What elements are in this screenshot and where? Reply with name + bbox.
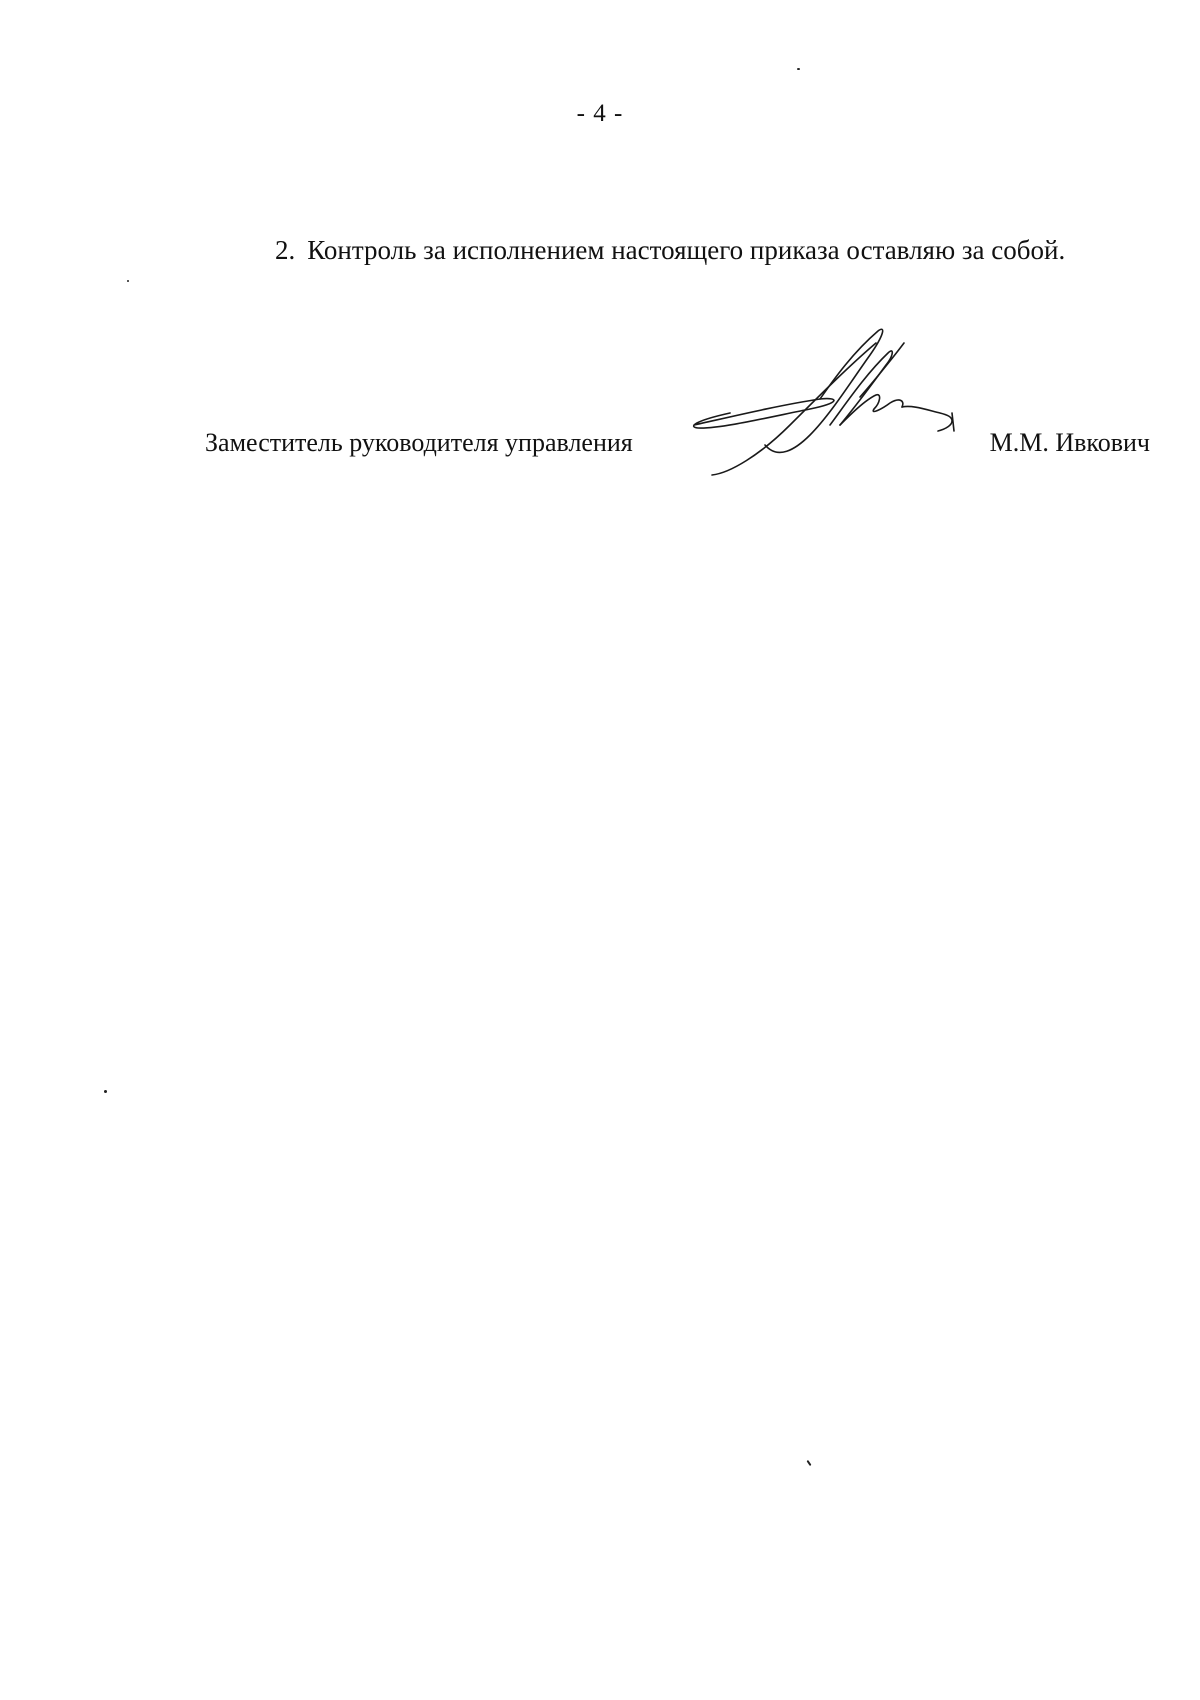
scan-speck — [797, 68, 800, 70]
clause-number: 2. — [275, 235, 296, 265]
scan-speck — [806, 1460, 811, 1466]
scan-speck — [127, 280, 129, 282]
clause-2 — [275, 235, 1065, 266]
signer-name: М.М. Ивкович — [989, 428, 1150, 457]
signature-block — [205, 428, 1150, 478]
page-number: - 4 - — [576, 100, 624, 127]
scan-speck — [104, 1090, 107, 1093]
signer-position: Заместитель руководителя управления — [205, 428, 633, 457]
clause-text: Контроль за исполнением настоящего приказа оставляю за собой. — [307, 235, 1066, 265]
